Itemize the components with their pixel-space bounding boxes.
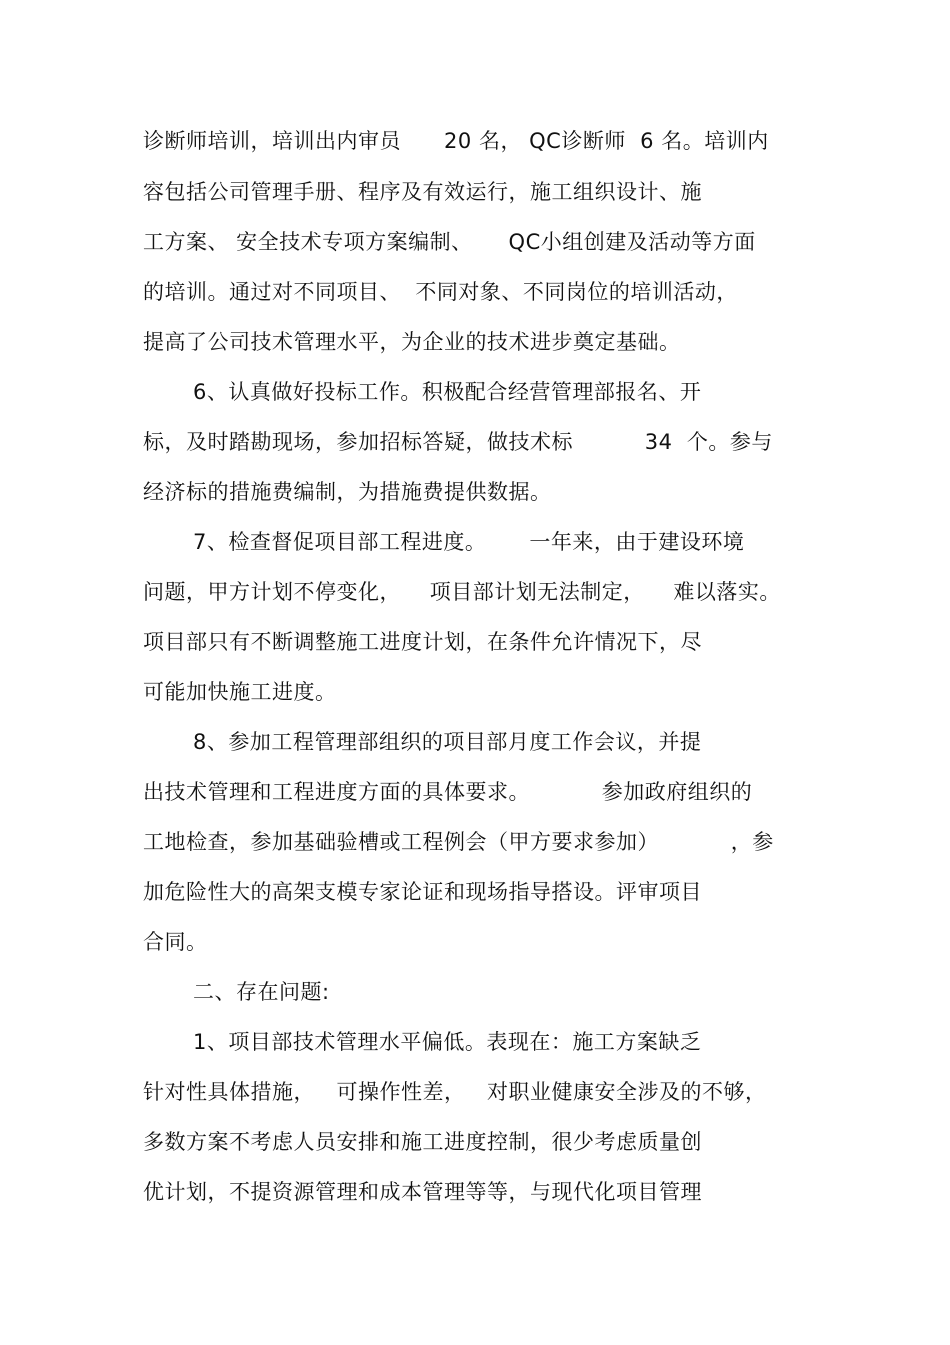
text-line: 出技术管理和工程进度方面的具体要求。 参加政府组织的 bbox=[143, 780, 753, 804]
section-heading: 二、存在问题: bbox=[193, 980, 330, 1004]
text-line: 6、认真做好投标工作。积极配合经营管理部报名、开 bbox=[193, 380, 702, 404]
text-line: 合同。 bbox=[143, 930, 208, 954]
text-line: 的培训。通过对不同项目、 不同对象、不同岗位的培训活动， bbox=[143, 280, 738, 304]
text-line: 标，及时踏勘现场，参加招标答疑，做技术标 34 个。参与 bbox=[143, 430, 773, 454]
text-line: 加危险性大的高架支模专家论证和现场指导搭设。评审项目 bbox=[143, 880, 702, 904]
text-line: 优计划，不提资源管理和成本管理等等，与现代化项目管理 bbox=[143, 1180, 702, 1204]
text-line: 项目部只有不断调整施工进度计划，在条件允许情况下，尽 bbox=[143, 630, 702, 654]
text-line: 容包括公司管理手册、程序及有效运行，施工组织设计、施 bbox=[143, 180, 702, 204]
text-line: 1、项目部技术管理水平偏低。表现在：施工方案缺乏 bbox=[193, 1030, 702, 1054]
text-line: 问题，甲方计划不停变化， 项目部计划无法制定， 难以落实。 bbox=[143, 580, 781, 604]
text-line: 工地检查，参加基础验槽或工程例会（甲方要求参加） ，参 bbox=[143, 830, 774, 854]
text-line: 针对性具体措施， 可操作性差， 对职业健康安全涉及的不够， bbox=[143, 1080, 767, 1104]
text-line: 工方案、 安全技术专项方案编制、 QC小组创建及活动等方面 bbox=[143, 230, 756, 254]
text-line: 诊断师培训，培训出内审员 20 名， QC诊断师 6 名。培训内 bbox=[143, 129, 769, 153]
text-line: 可能加快施工进度。 bbox=[143, 680, 337, 704]
text-line: 经济标的措施费编制，为措施费提供数据。 bbox=[143, 480, 552, 504]
text-line: 7、检查督促项目部工程进度。 一年来，由于建设环境 bbox=[193, 530, 745, 554]
text-line: 多数方案不考虑人员安排和施工进度控制，很少考虑质量创 bbox=[143, 1130, 702, 1154]
text-line: 提高了公司技术管理水平，为企业的技术进步奠定基础。 bbox=[143, 330, 681, 354]
text-line: 8、参加工程管理部组织的项目部月度工作会议，并提 bbox=[193, 730, 702, 754]
